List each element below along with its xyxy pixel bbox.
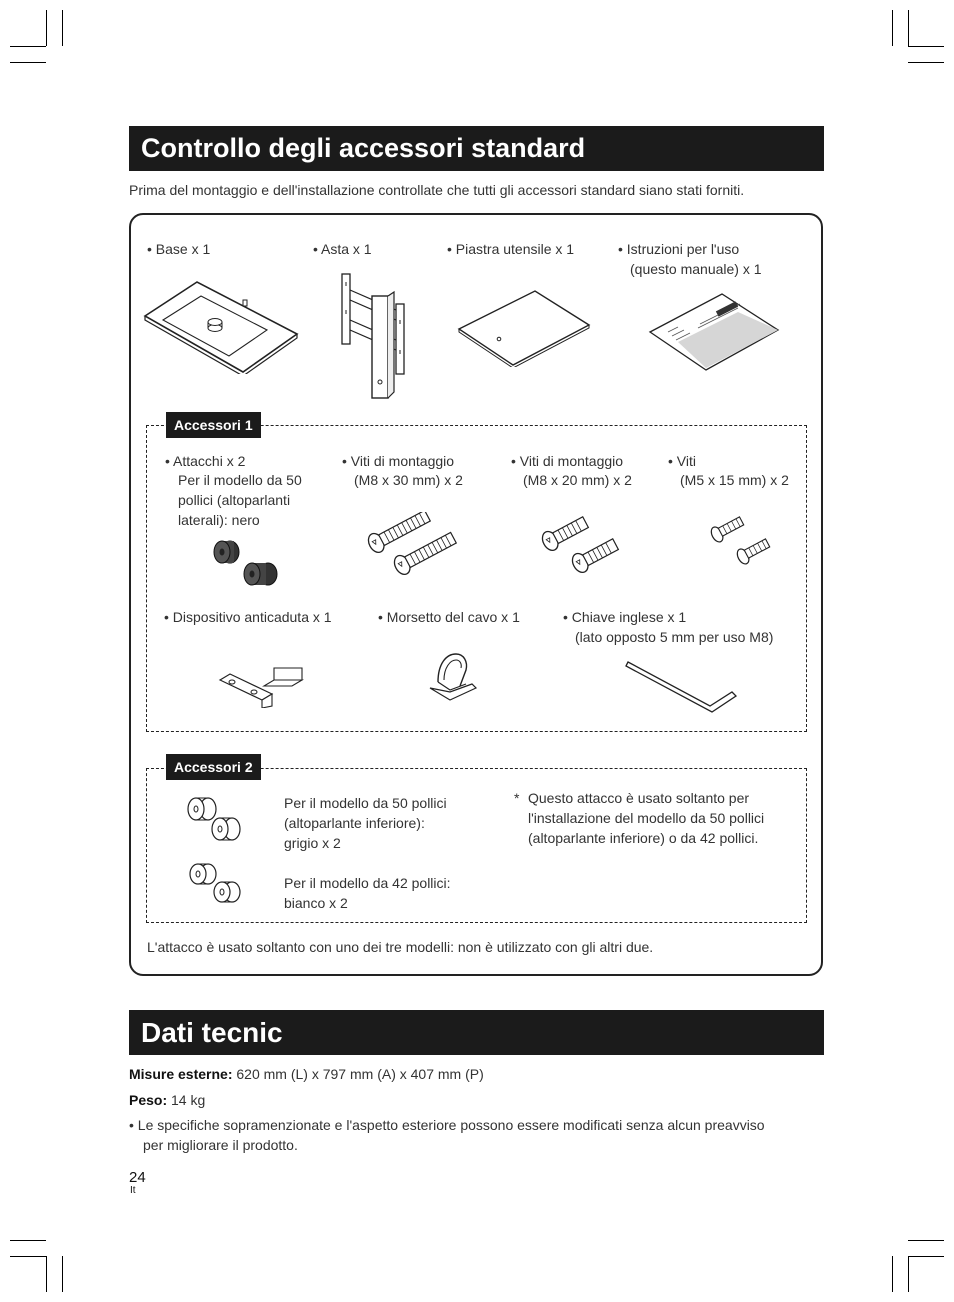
box-footer-note: L'attacco è usato soltanto con uno dei tre modelli: non è utilizzato con gli altri due.: [147, 939, 654, 955]
item-istruzioni-label-2: (questo manuale) x 1: [630, 261, 762, 277]
accessori1-tag: Accessori 1: [166, 412, 261, 438]
viti-m8x20-illustration: [538, 514, 624, 582]
note-line-1: Questo attacco è usato soltanto per: [528, 790, 750, 806]
morsetto-illustration: [428, 650, 478, 702]
item-istruzioni-label: • Istruzioni per l'uso: [618, 241, 740, 257]
m50-label-2: (altoparlante inferiore):: [284, 815, 425, 831]
viti30-label-2: (M8 x 30 mm) x 2: [354, 472, 463, 488]
attacchi-label-4: laterali): nero: [178, 512, 260, 528]
chiave-label-2: (lato opposto 5 mm per uso M8): [575, 629, 774, 645]
morsetto-label: • Morsetto del cavo x 1: [378, 609, 520, 625]
note-asterisk: *: [514, 790, 520, 806]
viti-m8x30-illustration: [364, 512, 460, 582]
viti20-label: • Viti di montaggio: [511, 453, 624, 469]
attacchi-label-2: Per il modello da 50: [178, 472, 302, 488]
asta-illustration: [334, 270, 414, 402]
attacchi-grigio-illustration: [184, 794, 250, 846]
specs-note-line-2: per migliorare il prodotto.: [143, 1137, 298, 1153]
anticaduta-label: • Dispositivo anticaduta x 1: [164, 609, 332, 625]
m50-label-3: grigio x 2: [284, 835, 341, 851]
section-title-accessori: Controllo degli accessori standard: [129, 126, 824, 171]
manual-illustration: [648, 292, 780, 372]
item-base-label: • Base x 1: [147, 241, 211, 257]
viti-m5x15-illustration: [708, 514, 778, 580]
attacchi-nero-illustration: [208, 536, 278, 592]
m42-label: Per il modello da 42 pollici:: [284, 875, 451, 891]
note-line-3: (altoparlante inferiore) o da 42 pollici.: [528, 830, 759, 846]
chiave-label: • Chiave inglese x 1: [563, 609, 687, 625]
intro-text: Prima del montaggio e dell'installazione controllate che tutti gli accessori standard siano stati forniti.: [129, 182, 745, 198]
peso-label: Peso:: [129, 1092, 168, 1108]
viti30-label: • Viti di montaggio: [342, 453, 455, 469]
specs-note-line-1: • Le specifiche sopramenzionate e l'aspetto esteriore possono essere modificati senza alcun preavviso: [129, 1117, 765, 1133]
item-piastra-label: • Piastra utensile x 1: [447, 241, 575, 257]
attacchi-label: • Attacchi x 2: [165, 453, 246, 469]
piastra-illustration: [457, 289, 591, 367]
misure-row: [129, 1064, 484, 1084]
viti5-label: • Viti: [668, 453, 696, 469]
m42-label-2: bianco x 2: [284, 895, 348, 911]
chiave-illustration: [624, 656, 740, 716]
section-title-dati-tecnici: Dati tecnic: [129, 1010, 824, 1055]
anticaduta-illustration: [218, 664, 304, 708]
language-code: It: [130, 1185, 136, 1196]
item-asta-label: • Asta x 1: [313, 241, 372, 257]
peso-value: 14 kg: [171, 1092, 206, 1108]
m50-label: Per il modello da 50 pollici: [284, 795, 447, 811]
note-line-2: l'installazione del modello da 50 pollici: [528, 810, 765, 826]
attacchi-bianco-illustration: [186, 858, 250, 910]
misure-label: Misure esterne:: [129, 1066, 233, 1082]
misure-value: 620 mm (L) x 797 mm (A) x 407 mm (P): [236, 1066, 484, 1082]
base-illustration: [143, 280, 299, 374]
accessori2-tag: Accessori 2: [166, 754, 261, 780]
page-number: 24: [129, 1169, 146, 1186]
peso-row: [129, 1090, 205, 1110]
viti20-label-2: (M8 x 20 mm) x 2: [523, 472, 632, 488]
viti5-label-2: (M5 x 15 mm) x 2: [680, 472, 789, 488]
attacchi-label-3: pollici (altoparlanti: [178, 492, 291, 508]
